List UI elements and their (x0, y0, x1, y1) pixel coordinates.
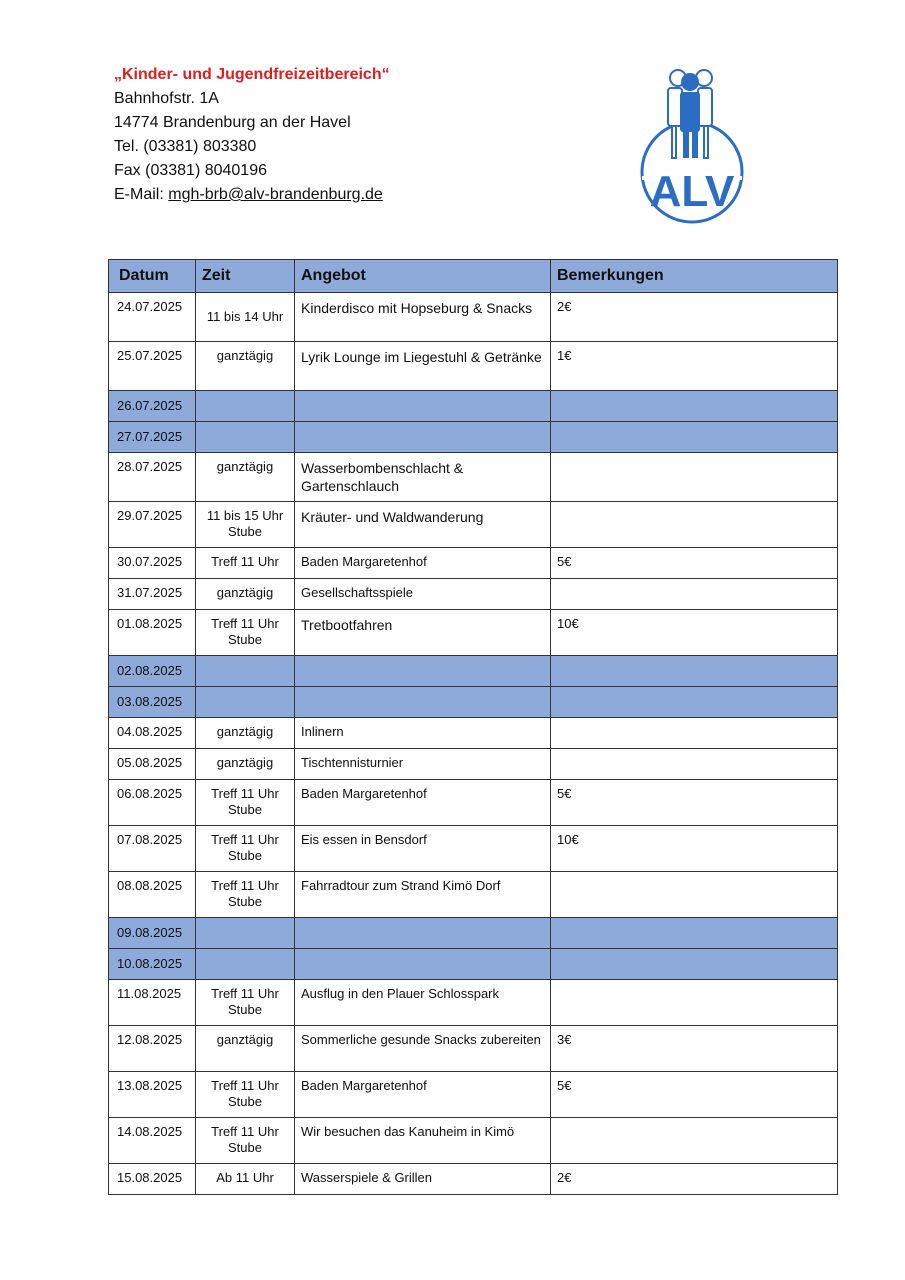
cell-angebot (295, 949, 551, 980)
angebot-text (295, 656, 550, 663)
cell-angebot (295, 502, 551, 548)
table-row (109, 610, 838, 656)
weekend-row (109, 687, 838, 718)
bem-text (551, 656, 837, 663)
zeit-text (196, 391, 294, 398)
bem-text (551, 422, 837, 429)
cell-bem (551, 293, 838, 342)
datum-text: 25.07.2025 (117, 348, 183, 363)
datum-text: 15.08.2025 (117, 1170, 183, 1185)
cell-datum (109, 342, 196, 391)
cell-bem (551, 656, 838, 687)
cell-datum (109, 293, 196, 342)
cell-zeit (196, 826, 295, 872)
datum-text: 30.07.2025 (117, 554, 183, 569)
cell-zeit (196, 656, 295, 687)
address-block (114, 64, 390, 207)
cell-angebot (295, 1026, 551, 1072)
cell-angebot (295, 656, 551, 687)
datum-text: 01.08.2025 (117, 616, 183, 631)
angebot-text: Baden Margaretenhof (301, 554, 427, 569)
cell-zeit (196, 980, 295, 1026)
cell-datum (109, 656, 196, 687)
bem-text (551, 749, 837, 755)
datum-text: 11.08.2025 (117, 986, 182, 1001)
cell-bem (551, 1118, 838, 1164)
bem-text (551, 918, 837, 925)
bem-text: 5€ (557, 786, 572, 801)
cell-datum (109, 1164, 196, 1195)
org-title: „Kinder- und Jugendfreizeitbereich“ (114, 66, 390, 83)
bem-text (551, 453, 837, 459)
cell-datum (109, 422, 196, 453)
bem-text (551, 502, 837, 508)
table-row (109, 502, 838, 548)
cell-angebot (295, 718, 551, 749)
cell-angebot (295, 826, 551, 872)
city-line: 14774 Brandenburg an der Havel (114, 114, 351, 131)
zeit-text: ganztägig (216, 1032, 274, 1047)
table-row (109, 293, 838, 342)
weekend-row (109, 391, 838, 422)
zeit-text (196, 949, 294, 956)
cell-angebot (295, 980, 551, 1026)
angebot-text: Tretbootfahren (301, 617, 393, 633)
bem-text: 5€ (557, 1078, 572, 1093)
cell-datum (109, 1118, 196, 1164)
datum-text: 10.08.2025 (117, 956, 183, 971)
datum-text: 14.08.2025 (117, 1124, 183, 1139)
cell-datum (109, 780, 196, 826)
weekend-row (109, 656, 838, 687)
bem-text: 2€ (557, 1170, 572, 1185)
bem-text (551, 980, 837, 986)
cell-bem (551, 687, 838, 718)
table-row (109, 342, 838, 391)
angebot-text (295, 422, 550, 429)
angebot-text: Sommerliche gesunde Snacks zubereiten (301, 1032, 541, 1047)
bem-text: 2€ (557, 299, 572, 314)
cell-zeit (196, 502, 295, 548)
datum-text: 02.08.2025 (117, 663, 183, 678)
cell-bem (551, 502, 838, 548)
bem-text (551, 579, 837, 585)
table-row (109, 1118, 838, 1164)
cell-angebot (295, 749, 551, 780)
zeit-text: 11 bis 15 Uhr Stube (206, 508, 284, 539)
zeit-text: Treff 11 Uhr Stube (211, 878, 279, 909)
bem-text (551, 391, 837, 398)
phone-line: Tel. (03381) 803380 (114, 138, 257, 155)
cell-zeit (196, 1072, 295, 1118)
header-zeit: Zeit (196, 260, 295, 293)
bem-text (551, 872, 837, 878)
zeit-text: ganztägig (216, 348, 274, 363)
cell-datum (109, 610, 196, 656)
cell-datum (109, 826, 196, 872)
angebot-text: Gesellschaftsspiele (301, 585, 413, 600)
datum-text: 31.07.2025 (117, 585, 183, 600)
header-datum: Datum (109, 260, 196, 293)
cell-bem (551, 1164, 838, 1195)
zeit-text: Ab 11 Uhr (216, 1170, 274, 1185)
cell-angebot (295, 610, 551, 656)
weekend-row (109, 918, 838, 949)
datum-text: 04.08.2025 (117, 724, 183, 739)
cell-bem (551, 1072, 838, 1118)
angebot-text: Wasserspiele & Grillen (301, 1170, 433, 1185)
datum-text: 24.07.2025 (117, 299, 183, 314)
table-row (109, 1164, 838, 1195)
cell-angebot (295, 1072, 551, 1118)
datum-text: 08.08.2025 (117, 878, 183, 893)
email-link[interactable]: mgh-brb@alv-brandenburg.de (168, 186, 383, 203)
cell-datum (109, 949, 196, 980)
table-row (109, 872, 838, 918)
angebot-text (295, 391, 550, 398)
zeit-text: Treff 11 Uhr Stube (211, 786, 279, 817)
angebot-text: Wir besuchen das Kanuheim in Kimö (301, 1124, 515, 1139)
zeit-text (196, 687, 294, 694)
cell-angebot (295, 872, 551, 918)
cell-bem (551, 780, 838, 826)
bem-text: 5€ (557, 554, 572, 569)
table-row (109, 579, 838, 610)
zeit-text: Treff 11 Uhr Stube (211, 1124, 279, 1155)
cell-angebot (295, 1118, 551, 1164)
datum-text: 26.07.2025 (117, 398, 183, 413)
cell-datum (109, 502, 196, 548)
table-header-row (109, 260, 838, 293)
datum-text: 12.08.2025 (117, 1032, 183, 1047)
bem-text: 10€ (557, 832, 579, 847)
email-label: E-Mail: (114, 186, 169, 203)
cell-bem (551, 949, 838, 980)
cell-zeit (196, 548, 295, 579)
bem-text (551, 1118, 837, 1124)
datum-text: 06.08.2025 (117, 786, 183, 801)
table-row (109, 749, 838, 780)
cell-datum (109, 579, 196, 610)
table-row (109, 453, 838, 502)
angebot-text (295, 687, 550, 694)
angebot-text: Lyrik Lounge im Liegestuhl & Getränke (301, 349, 542, 365)
cell-angebot (295, 453, 551, 502)
header-bemerkungen: Bemerkungen (551, 260, 838, 293)
table-row (109, 718, 838, 749)
cell-zeit (196, 872, 295, 918)
weekend-row (109, 422, 838, 453)
cell-zeit (196, 422, 295, 453)
schedule-table (108, 259, 838, 1195)
weekend-row (109, 949, 838, 980)
angebot-text (295, 949, 550, 956)
cell-zeit (196, 391, 295, 422)
bem-text (551, 949, 837, 956)
zeit-text: Treff 11 Uhr Stube (211, 1078, 279, 1109)
bem-text: 1€ (557, 348, 572, 363)
cell-bem (551, 749, 838, 780)
cell-bem (551, 826, 838, 872)
cell-bem (551, 422, 838, 453)
cell-angebot (295, 548, 551, 579)
zeit-text: 11 bis 14 Uhr (206, 309, 284, 324)
zeit-text (196, 918, 294, 925)
cell-zeit (196, 610, 295, 656)
bem-text: 10€ (557, 616, 579, 631)
cell-bem (551, 718, 838, 749)
cell-angebot (295, 918, 551, 949)
datum-text: 13.08.2025 (117, 1078, 183, 1093)
cell-zeit (196, 918, 295, 949)
cell-datum (109, 749, 196, 780)
table-row (109, 780, 838, 826)
cell-zeit (196, 453, 295, 502)
angebot-text: Eis essen in Bensdorf (301, 832, 427, 847)
email-line (114, 183, 390, 207)
cell-datum (109, 718, 196, 749)
zeit-text: Treff 11 Uhr Stube (211, 986, 279, 1017)
alv-logo-text: ALV (649, 167, 735, 216)
bem-text (551, 687, 837, 694)
datum-text: 09.08.2025 (117, 925, 183, 940)
zeit-text: ganztägig (216, 459, 274, 474)
angebot-text: Kinderdisco mit Hopseburg & Snacks (301, 300, 533, 316)
table-row (109, 980, 838, 1026)
angebot-text: Fahrradtour zum Strand Kimö Dorf (301, 878, 501, 893)
zeit-text (196, 422, 294, 429)
cell-bem (551, 918, 838, 949)
cell-datum (109, 687, 196, 718)
cell-datum (109, 918, 196, 949)
cell-zeit (196, 749, 295, 780)
street-line: Bahnhofstr. 1A (114, 90, 219, 107)
cell-zeit (196, 579, 295, 610)
header-angebot: Angebot (295, 260, 551, 293)
zeit-text (196, 656, 294, 663)
cell-zeit (196, 293, 295, 342)
cell-datum (109, 872, 196, 918)
angebot-text: Baden Margaretenhof (301, 786, 427, 801)
datum-text: 29.07.2025 (117, 508, 183, 523)
cell-bem (551, 872, 838, 918)
zeit-text: Treff 11 Uhr (211, 554, 279, 569)
cell-angebot (295, 391, 551, 422)
cell-bem (551, 391, 838, 422)
cell-angebot (295, 687, 551, 718)
cell-bem (551, 548, 838, 579)
zeit-text: ganztägig (216, 755, 274, 770)
cell-zeit (196, 1164, 295, 1195)
zeit-text: Treff 11 Uhr Stube (211, 832, 279, 863)
table-row (109, 826, 838, 872)
cell-zeit (196, 342, 295, 391)
datum-text: 03.08.2025 (117, 694, 183, 709)
cell-bem (551, 1026, 838, 1072)
zeit-text: ganztägig (216, 724, 274, 739)
bem-text: 3€ (557, 1032, 572, 1047)
cell-zeit (196, 687, 295, 718)
cell-bem (551, 610, 838, 656)
cell-bem (551, 342, 838, 391)
cell-datum (109, 1026, 196, 1072)
cell-zeit (196, 1026, 295, 1072)
table-row (109, 548, 838, 579)
cell-angebot (295, 422, 551, 453)
cell-zeit (196, 718, 295, 749)
cell-datum (109, 548, 196, 579)
cell-angebot (295, 579, 551, 610)
datum-text: 05.08.2025 (117, 755, 183, 770)
datum-text: 27.07.2025 (117, 429, 183, 444)
angebot-text: Inlinern (301, 724, 344, 739)
angebot-text: Tischtennisturnier (301, 755, 404, 770)
zeit-text: Treff 11 Uhr Stube (211, 616, 279, 647)
datum-text: 07.08.2025 (117, 832, 183, 847)
alv-logo (632, 64, 752, 224)
cell-angebot (295, 293, 551, 342)
cell-datum (109, 453, 196, 502)
fax-line: Fax (03381) 8040196 (114, 162, 267, 179)
cell-angebot (295, 780, 551, 826)
angebot-text: Kräuter- und Waldwanderung (301, 509, 484, 525)
cell-angebot (295, 342, 551, 391)
cell-bem (551, 980, 838, 1026)
table-row (109, 1026, 838, 1072)
cell-angebot (295, 1164, 551, 1195)
cell-zeit (196, 949, 295, 980)
cell-bem (551, 579, 838, 610)
angebot-text: Ausflug in den Plauer Schlosspark (301, 986, 500, 1001)
bem-text (551, 718, 837, 724)
angebot-text: Baden Margaretenhof (301, 1078, 427, 1093)
cell-datum (109, 391, 196, 422)
datum-text: 28.07.2025 (117, 459, 183, 474)
cell-bem (551, 453, 838, 502)
cell-datum (109, 980, 196, 1026)
angebot-text (295, 918, 550, 925)
angebot-text: Wasserbombenschlacht & Gartenschlauch (301, 460, 464, 494)
zeit-text: ganztägig (216, 585, 274, 600)
cell-zeit (196, 1118, 295, 1164)
cell-zeit (196, 780, 295, 826)
cell-datum (109, 1072, 196, 1118)
table-row (109, 1072, 838, 1118)
